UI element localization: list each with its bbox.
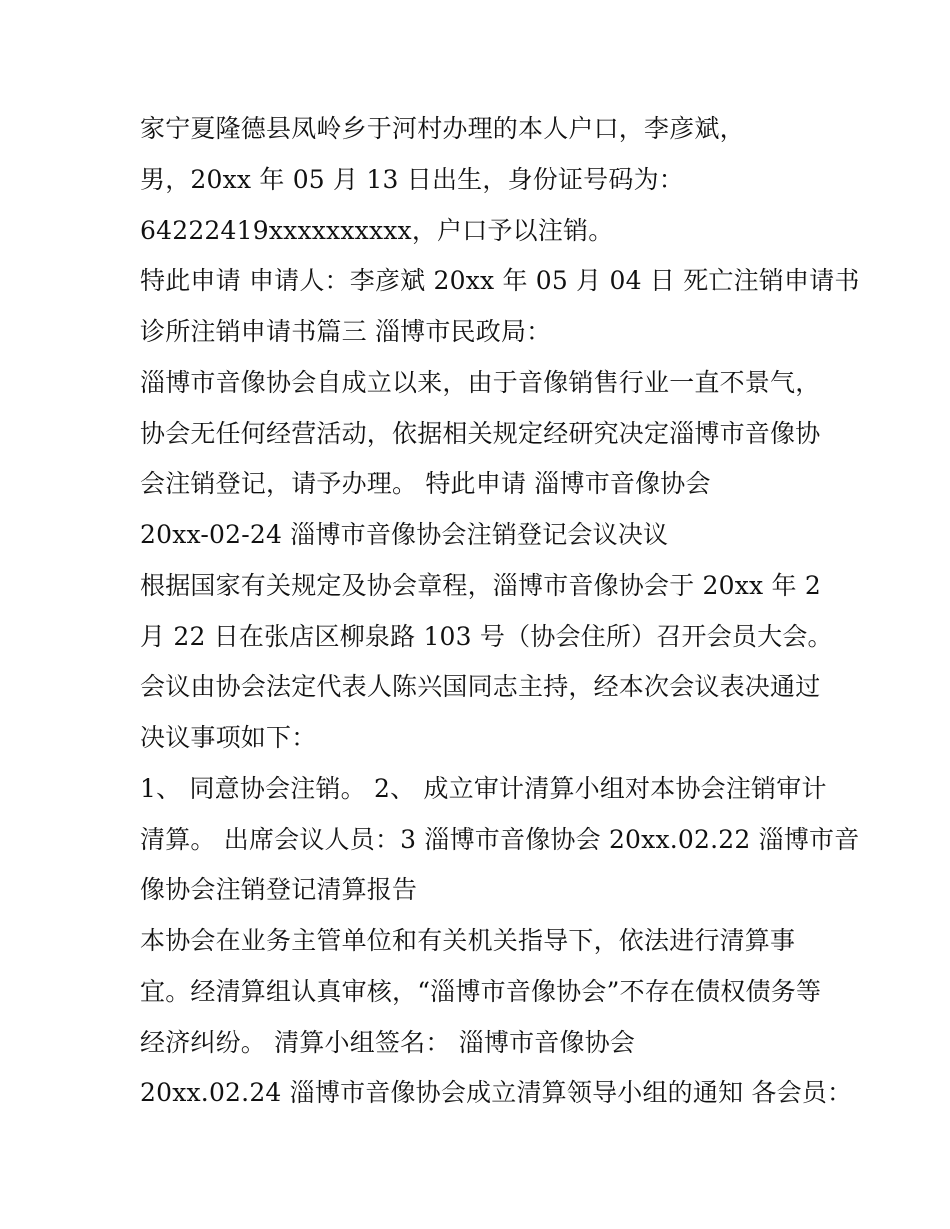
text-line: 决议事项如下：: [140, 723, 317, 752]
text-line: 协会无任何经营活动，依据相关规定经研究决定淄博市音像协: [140, 419, 821, 448]
text-line: 宜。经清算组认真审核，“淄博市音像协会”不存在债权债务等: [140, 977, 822, 1006]
text-line: 1、 同意协会注销。 2、 成立审计清算小组对本协会注销审计: [140, 774, 827, 803]
text-line: 20xx-02-24 淄博市音像协会注销登记会议决议: [140, 520, 669, 549]
text-line: 本协会在业务主管单位和有关机关指导下，依法进行清算事: [140, 926, 796, 955]
text-line: 像协会注销登记清算报告: [140, 875, 418, 904]
text-line: 清算。 出席会议人员：3 淄博市音像协会 20xx.02.22 淄博市音: [140, 825, 860, 854]
text-line: 经济纠纷。 清算小组签名： 淄博市音像协会: [140, 1028, 636, 1057]
text-line: 会议由协会法定代表人陈兴国同志主持，经本次会议表决通过: [140, 672, 821, 701]
text-line: 64222419xxxxxxxxxx，户口予以注销。: [140, 216, 614, 245]
text-line: 特此申请 申请人：李彦斌 20xx 年 05 月 04 日 死亡注销申请书: [140, 266, 860, 295]
text-line: 根据国家有关规定及协会章程，淄博市音像协会于 20xx 年 2: [140, 571, 821, 600]
text-line: 诊所注销申请书篇三 淄博市民政局：: [140, 317, 552, 346]
text-line: 家宁夏隆德县凤岭乡于河村办理的本人户口，李彦斌，: [140, 114, 745, 143]
text-line: 月 22 日在张店区柳泉路 103 号（协会住所）召开会员大会。: [140, 622, 833, 651]
text-line: 淄博市音像协会自成立以来，由于音像销售行业一直不景气，: [140, 368, 821, 397]
text-line: 20xx.02.24 淄博市音像协会成立清算领导小组的通知 各会员：: [140, 1078, 853, 1107]
text-line: 男，20xx 年 05 月 13 日出生，身份证号码为：: [140, 165, 684, 194]
text-line: 会注销登记，请予办理。 特此申请 淄博市音像协会: [140, 469, 711, 498]
